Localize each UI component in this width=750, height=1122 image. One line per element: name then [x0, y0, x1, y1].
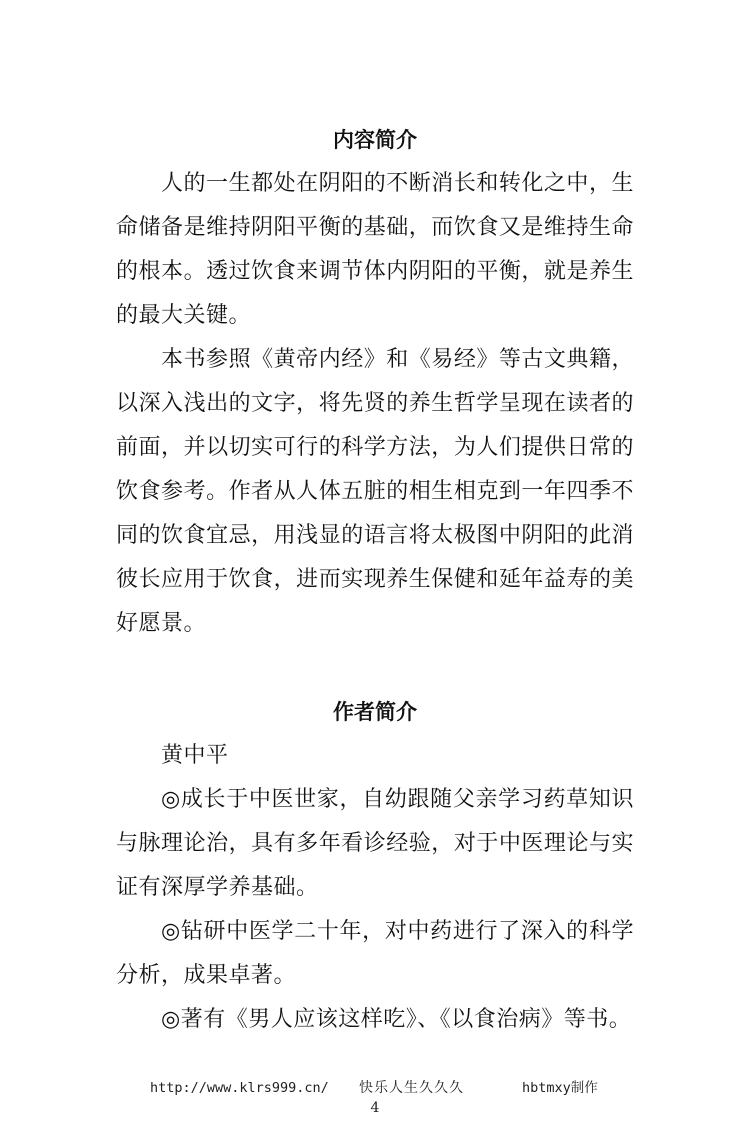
footer-url-link[interactable]: http://www.klrs999.cn/ [150, 1080, 329, 1096]
footer-maker: hbtmxy制作 [522, 1080, 598, 1096]
page-content [116, 118, 634, 1042]
section-heading-content-summary: 内容简介 [333, 128, 417, 152]
author-bio-item-3: ◎著有《男人应该这样吃》、《以食治病》等书。 [161, 1007, 632, 1032]
author-bio-item-1: ◎成长于中医世家，自幼跟随父亲学习药草知识与脉理论治，具有多年看诊经验，对于中医理论与实证有深厚学养基础。 [116, 787, 634, 900]
author-name: 黄中平 [161, 743, 229, 768]
section-heading-author-summary: 作者简介 [333, 700, 417, 724]
summary-paragraph-2: 本书参照《黄帝内经》和《易经》等古文典籍，以深入浅出的文字，将先贤的养生哲学呈现在读者的前面，并以切实可行的科学方法，为人们提供日常的饮食参考。作者从人体五脏的相生相克到一年四季不同的饮食宜忌，用浅显的语言将太极图中阴阳的此消彼长应用于饮食，进而实现养生保健和延年益寿的美好愿景。 [116, 347, 634, 636]
section-gap [116, 646, 634, 690]
author-summary-section [116, 690, 634, 1042]
page-number: 4 [370, 1100, 380, 1116]
footer-slogan: 快乐人生久久久 [359, 1080, 464, 1096]
author-bio-item-2: ◎钻研中医学二十年，对中药进行了深入的科学分析，成果卓著。 [116, 919, 634, 988]
page-footer [0, 1078, 750, 1122]
summary-paragraph-1: 人的一生都处在阴阳的不断消长和转化之中，生命储备是维持阴阳平衡的基础，而饮食又是维持生命的根本。透过饮食来调节体内阴阳的平衡，就是养生的最大关键。 [116, 171, 634, 328]
content-summary-section [116, 118, 634, 646]
